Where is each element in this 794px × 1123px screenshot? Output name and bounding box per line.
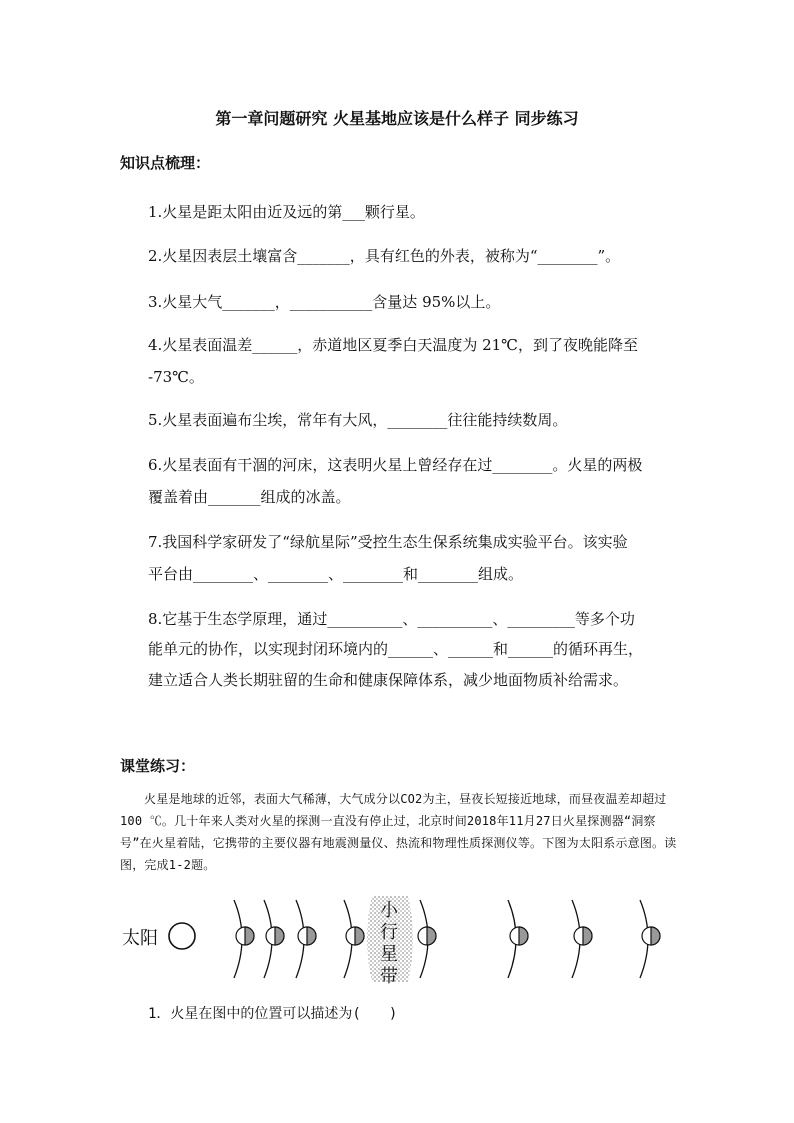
section-heading-knowledge: 知识点梳理： (120, 154, 211, 172)
question-7: 7.我国科学家研发了“绿航星际”受控生态生保系统集成实验平台。该实验 (148, 533, 628, 551)
question-8: 8.它基于生态学原理，通过__________、__________、_________等多个功 (148, 610, 635, 628)
section-heading-practice: 课堂练习： (120, 757, 196, 775)
asteroid-belt-label-3: 星 (380, 944, 398, 965)
planet-1-icon (236, 927, 254, 945)
planet-3-icon (298, 927, 316, 945)
planet-4-icon (346, 927, 364, 945)
question-7-continued: 平台由________、________、________和________组成。 (148, 565, 524, 583)
question-4: 4.火星表面温差______，赤道地区夏季白天温度为 21℃，到了夜晚能降至 (148, 336, 638, 354)
question-2: 2.火星因表层土壤富含_______，具有红色的外表，被称为“________”。 (148, 247, 621, 265)
solar-system-diagram (110, 892, 690, 984)
planet-2-icon (266, 927, 284, 945)
asteroid-belt-label-2: 行 (380, 922, 398, 943)
passage-paragraph: 火星是地球的近邻，表面大气稀薄，大气成分以CO2为主，昼夜长短接近地球，而昼夜温差却超过100 ℃。几十年来人类对火星的探测一直没有停止过，北京时间2018年11月27日火星探测器“洞察号”在火星着陆，它携带的主要仪器有地震测量仪、热流和物理性质探测仪等。下图为太阳系示意图。读图，完成1-2题。 (120, 792, 677, 872)
question-5: 5.火星表面遍布尘埃，常年有大风，________往往能持续数周。 (148, 411, 568, 429)
question-8-continued-2: 建立适合人类长期驻留的生命和健康保障体系，减少地面物质补给需求。 (148, 671, 629, 689)
question-1: 1.火星是距太阳由近及远的第___颗行星。 (148, 203, 425, 221)
asteroid-belt-label-1: 小 (380, 900, 398, 921)
question-4-continued: -73℃。 (148, 368, 204, 386)
planet-8-icon (642, 927, 660, 945)
sun-icon (169, 923, 195, 949)
page-title: 第一章问题研究 火星基地应该是什么样子 同步练习 (215, 109, 579, 128)
question-6: 6.火星表面有干涸的河床，这表明火星上曾经存在过________。火星的两极 (148, 456, 643, 474)
question-8-continued: 能单元的协作，以实现封闭环境内的______、______和______的循环再生， (148, 640, 644, 658)
question-6-continued: 覆盖着由_______组成的冰盖。 (148, 488, 351, 506)
planet-6-icon (510, 927, 528, 945)
question-3: 3.火星大气_______，___________含量达 95%以上。 (148, 293, 501, 311)
asteroid-belt-label-4: 带 (380, 966, 398, 984)
mcq-question-1: 1．火星在图中的位置可以描述为( ) (148, 1006, 398, 1022)
sun-label: 太阳 (122, 928, 158, 949)
planet-5-icon (418, 927, 436, 945)
planet-7-icon (574, 927, 592, 945)
